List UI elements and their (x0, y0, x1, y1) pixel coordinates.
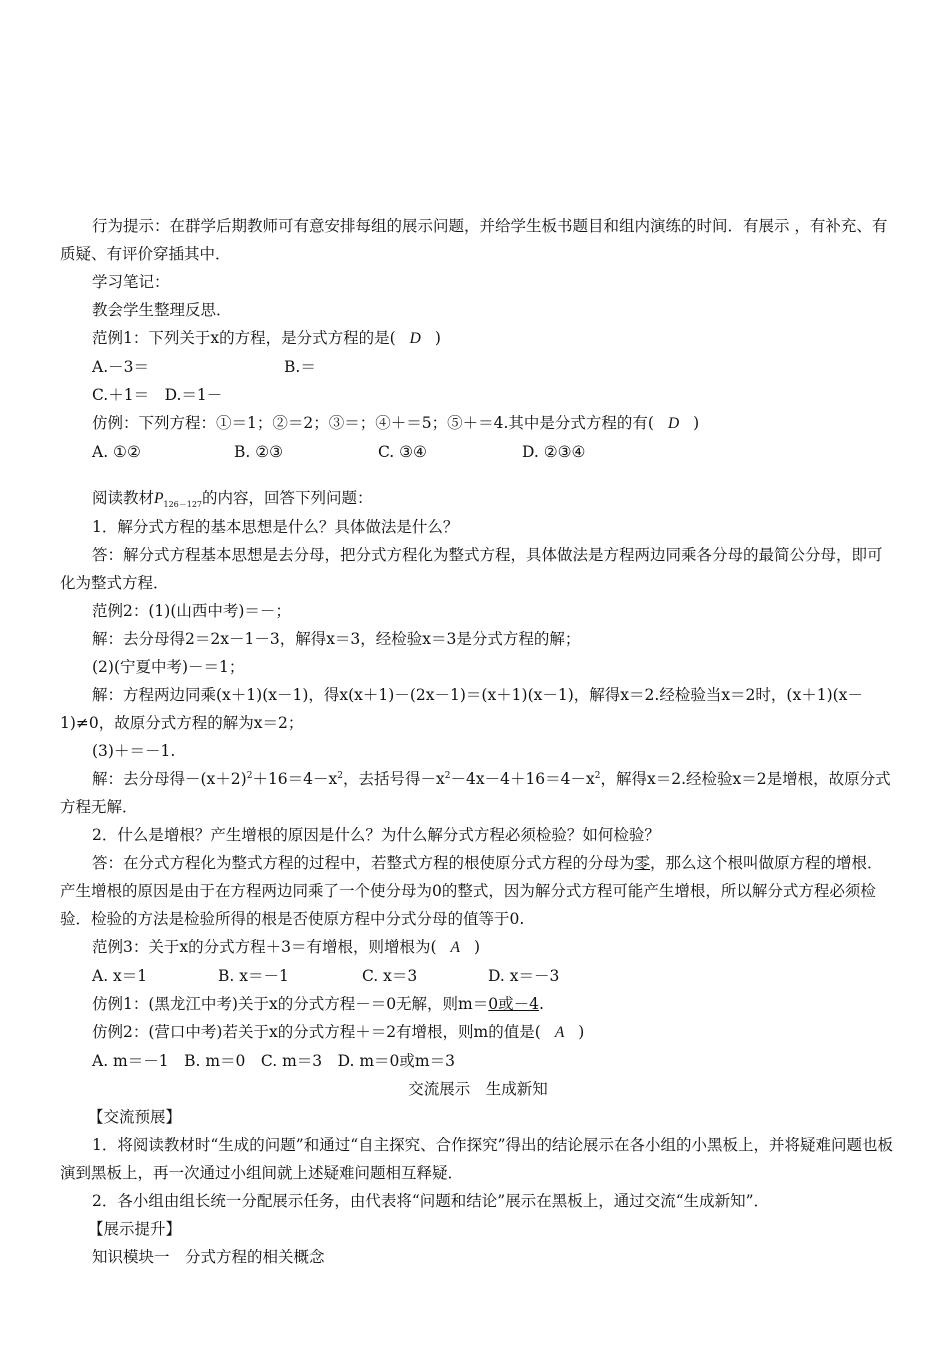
example-1-options-row1 (60, 353, 896, 381)
preview-item-2: 2．各小组由组长统一分配展示任务，由代表将“问题和结论”展示在黑板上，通过交流“生成新知”． (92, 1192, 770, 1210)
answer-2-text: 答：在分式方程化为整式方程的过程中，若整式方程的根使原分式方程的分母为 (92, 854, 635, 872)
example-3-option-c: C. x＝3 (362, 967, 418, 985)
imitation-1-text: 仿例1：(黑龙江中考)关于x的分式方程－＝0无解，则m＝ (92, 995, 489, 1013)
study-notes-label: 学习笔记： (92, 273, 170, 291)
example-2-part-2: (2)(宁夏中考)－＝1； (92, 658, 245, 676)
example-1-question (60, 324, 896, 353)
solution-segment: ＋16＝4－x (252, 770, 338, 788)
imitation-option-c: C. ③④ (378, 443, 427, 461)
example-1-option-b: B.＝ (284, 358, 316, 376)
example-3-answer: A (450, 939, 460, 956)
example-3-option-a: A. x＝1 (92, 967, 148, 985)
section-gap (60, 466, 896, 484)
example-2-part-1: 范例2：(1)(山西中考)＝－； (92, 602, 291, 620)
example-3-question (60, 933, 896, 962)
answer-1: 答：解分式方程基本思想是去分母，把分式方程化为整式方程，具体做法是方程两边同乘各分母的最简公分母，即可化为整式方程． (60, 546, 883, 592)
example-2-part-1-solution: 解：去分母得2＝2x－1－3，解得x＝3，经检验x＝3是分式方程的解； (92, 630, 581, 648)
example-3-close: ) (473, 938, 481, 956)
solution-segment: ，解得x＝2.经检验x＝2是增根，故原分式方程无解． (60, 770, 891, 816)
example-3-option-d: D. x＝－3 (488, 967, 560, 985)
document-page (60, 212, 896, 1271)
imitation-2-close: ) (578, 1023, 585, 1041)
answer-2-blank: 零 (634, 854, 651, 872)
answer-2-text-end: ，那么这个根叫做原方程的增根．产生增根的原因是由于在方程两边同乘了一个使分母为0的整式，因为解分式方程可能产生增根，所以解分式方程必须检验．检验的方法是检验所得的根是否使原方程中分式分母的值等于0. (60, 854, 883, 928)
imitation-2-text: 仿例2：(营口中考)若关于x的分式方程＋＝2有增根，则m的值是( (92, 1023, 541, 1041)
imitation-2 (60, 1018, 896, 1047)
exponent: 2 (246, 770, 253, 781)
example-1-options-row2 (60, 381, 896, 409)
imitation-1 (60, 990, 896, 1018)
example-2-part-3-solution (60, 765, 896, 821)
exponent: 2 (337, 770, 343, 781)
section-heading: 交流展示 生成新知 (408, 1080, 548, 1098)
example-1-option-cd: C.＋1＝ D.＝1－ (92, 386, 223, 404)
solution-segment: 解：去分母得－(x＋2) (92, 770, 247, 788)
imitation-answer: D (667, 415, 680, 432)
imitation-options (60, 438, 896, 466)
exponent: 2 (594, 770, 601, 781)
imitation-text: 仿例：下列方程：①＝1；②＝2；③＝；④＋＝5；⑤＋＝4.其中是分式方程的有( (92, 414, 654, 432)
example-1-close: ) (434, 329, 441, 347)
solution-segment: －4x－4＋16＝4－x (450, 770, 595, 788)
example-1-answer: D (409, 330, 421, 347)
read-textbook-line (60, 484, 896, 513)
solution-segment: ，去括号得－x (343, 770, 445, 788)
imitation-question (60, 409, 896, 438)
example-1-option-a: A.－3＝ (92, 358, 149, 376)
preview-item-1: 1．将阅读教材时“生成的问题”和通过“自主探究、合作探究”得出的结论展示在各小组的小黑板上，并将疑难问题也板演到黑板上，再一次通过小组间就上述疑难问题相互释疑． (60, 1136, 894, 1182)
example-2-part-2-solution: 解：方程两边同乘(x＋1)(x－1)，得x(x＋1)－(2x－1)＝(x＋1)(x－1)，解得x＝2.经检验当x＝2时，(x＋1)(x－1)≠0，故原分式方程的解为x＝2； (60, 686, 863, 732)
answer-2 (60, 849, 896, 933)
preview-title: 【交流预展】 (88, 1108, 182, 1126)
read-page-range: 126－127 (163, 500, 203, 510)
behavior-tip: 行为提示：在群学后期教师可有意安排每组的展示问题，并给学生板书题目和组内演练的时间．有展示 ，有补充、有质疑、有评价穿插其中． (60, 217, 888, 263)
imitation-1-answer: 0或－4 (488, 995, 539, 1013)
read-text-end: 的内容，回答下列问题： (202, 489, 373, 507)
knowledge-module: 知识模块一 分式方程的相关概念 (92, 1248, 325, 1266)
imitation-option-b: B. ②③ (234, 443, 284, 461)
read-text: 阅读教材 (92, 489, 155, 507)
reflection-line: 教会学生整理反思． (92, 301, 232, 319)
imitation-close: ) (693, 414, 700, 432)
show-title: 【展示提升】 (88, 1220, 182, 1238)
question-1: 1．解分式方程的基本思想是什么？具体做法是什么？ (92, 518, 459, 536)
imitation-2-answer: A (554, 1024, 565, 1041)
imitation-option-a: A. ①② (92, 443, 141, 461)
example-1-text: 范例1：下列关于x的方程，是分式方程的是( (92, 329, 396, 347)
imitation-2-options: A. m＝－1 B. m＝0 C. m＝3 D. m＝0或m＝3 (92, 1052, 455, 1070)
example-3-option-b: B. x＝－1 (218, 967, 289, 985)
example-3-options (60, 962, 896, 990)
example-3-text: 范例3：关于x的分式方程＋3＝有增根，则增根为( (92, 938, 437, 956)
read-page-letter: P (154, 490, 164, 507)
imitation-option-d: D. ②③④ (522, 443, 586, 461)
question-2: 2．什么是增根？产生增根的原因是什么？为什么解分式方程必须检验？如何检验？ (92, 826, 660, 844)
exponent: 2 (444, 770, 451, 781)
imitation-1-end: . (539, 995, 544, 1013)
example-2-part-3: (3)＋＝－1. (92, 742, 176, 760)
